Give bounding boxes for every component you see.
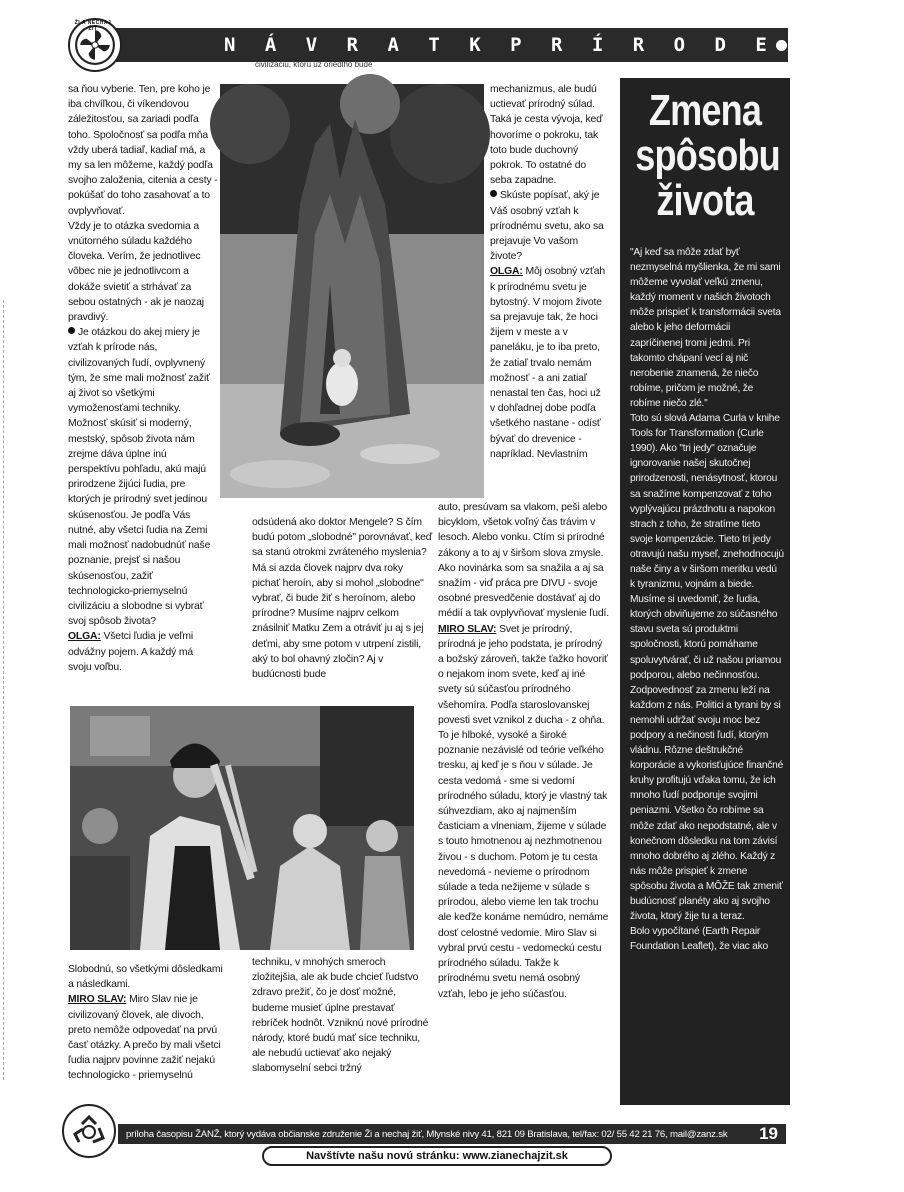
article-paragraph: Slobodnú, so všetkými dôsledkami a následkami. (68, 964, 223, 991)
page-number: 19 (759, 1124, 778, 1143)
article-column-lower-2 (252, 955, 432, 1095)
speaker-label: MIRO SLAV: (438, 623, 497, 635)
article-paragraph: auto, presúvam sa vlakom, peši alebo bicyklom, všetok voľný čas trávim v lesoch. Alebo vonku. Ctím si prírodné zákony a to aj v širšom slova zmysle. Ako novinárka som sa snažila a aj sa snažím - viď práca pre DIVU - svoje osobné presvedčenie dostávať aj do médií a tak ovplyvňovať myslenie ľudí. (438, 502, 610, 620)
article-column-lower-1 (68, 962, 228, 1102)
answer-text: Svet je prírodný, prírodná je jeho podstata, je prírodný a božský zároveň, takže ťažko hovoriť o nejakom inom svete, keď aj iné svety sú súčasťou prírodného všehomíra. Podľa staroslovanskej povesti svet vznikol z ducha - z ohňa. To je hlboké, vysoké a široké poznanie nezávislé od teórie veľkého tresku, aj keď je s ňou v súlade. Je cesta vedomá - sme si vedomí prírodného súladu, ktorý je vlastný tak súhvezdiam, ako aj najmenším časticiam a vlneniam, žijeme v súlade s touto hmotnenou aj nezhmotnenou živou - s duchom. Potom je tu cesta nevedomá - nevieme o prírodnom súlade a teda nežijeme v súlade s prírodou, alebo vieme len tak trochu ale keďže konáme nemúdro, nemáme dosť celostné vedomie. Miro Slav si vybral prvú cestu - vedomeckú cestu prírodného súladu. Takže k prírodnému svetu nemá osobný vzťah, lebo je jeho súčasťou. (438, 623, 609, 1000)
sidebar-paragraph: Bolo vypočítané (Earth Repair Foundation Leaflet), že viac ako (630, 926, 769, 953)
sidebar-title (635, 86, 780, 225)
sidebar-title-line: Zmena (648, 86, 762, 135)
article-answer (490, 264, 608, 462)
article-column-middle (252, 515, 432, 700)
header-title: N Á V R A T K P R Í R O D E (224, 34, 776, 56)
website-link[interactable]: Navštívte našu novú stránku: www.zianechajzit.sk (262, 1146, 612, 1166)
photo-musicians (70, 706, 414, 950)
answer-text: Všetci ľudia je veľmi odvážny pojem. A každý má svoju voľbu. (68, 631, 194, 673)
article-question (490, 188, 608, 264)
header-cut-line: civilizáciu, ktorú uz onedlho bude (255, 60, 373, 69)
article-paragraph: techniku, v mnohých smeroch zložitejšia, ale ak bude chcieť ľudstvo zdravo prežiť, čo je dosť možné, budeme musieť úplne prestavať rebríček hodnôt. Vzniknú nové prírodné národy, ktoré budú mať síce techniku, ale nebudú uctievať ako nejaký slabomyselní sebci tržný (252, 957, 429, 1075)
photo-tree-stump (220, 84, 484, 498)
article-column-3 (438, 500, 610, 1100)
recycle-icon (62, 1104, 116, 1158)
speaker-label: MIRO SLAV: (68, 994, 127, 1006)
logo-text: ŽI A NECHAJ ŽIŤ (74, 20, 112, 32)
sidebar-body (630, 245, 784, 954)
sidebar-title-line: života (656, 176, 754, 225)
header-right (776, 35, 904, 55)
question-text: Je otázkou do akej miery je vzťah k prírode nás, civilizovaných ľudí, ovplyvnený tým, že sme mali možnosť zažiť aj život so všetkými vymoženosťami techniky. Možnosť skúsiť si moderný, mestský, spôsob života nám zrejme dáva úplne inú perspektívu pohľadu, akú majú prirodzene žijúci ľudia, pre ktorých je prírodný svet jedinou skúsenosťou. Je podľa Vás nutné, aby všetci ľudia na Zemi mali možnosť nadobudnúť naše poznanie, prejsť si našou skúsenosťou, zažiť technologicko-priemyselnú civilizáciu a slobodne si vybrať svoj spôsob života? (68, 327, 211, 628)
article-paragraph: odsúdená ako doktor Mengele? S čím budú potom „slobodné" porovnávať, keď sa stanú otrokmi zvráteného myslenia? Má si azda človek najprv dva roky pichať heroín, aby si mohol „slobodne" vybrať, či bude žiť s heroínom, alebo prírodne? Musíme najprv celkom znásilniť Matku Zem a otráviť ju aj s jej deťmi, aby sme potom v utrpení zistili, aký to bol ohavný zločin? Aj v budúcnosti bude (252, 517, 432, 681)
speaker-label: OLGA: (68, 631, 101, 643)
article-question (68, 325, 218, 629)
answer-text: Miro Slav nie je civilizovaný človek, ale divoch, preto nemôže odpovedať na prvú časť otázky. A prečo by mali všetci ľudia najprv povinne zažiť nejakú technologicko - priemyselnú (68, 994, 221, 1082)
sidebar-paragraph: Musíme si uvedomiť, že ľudia, ktorých obviňujeme zo súčasného stavu sveta sú produktmi spoločnosti, ktorú pomáhame spoluvytvárať, či už našou priamou podporou, alebo nečinnosťou. Zodpovednosť za zmenu leží na každom z nás. Politici a tyrani by si nemohli udržať svoju moc bez podpory a nečinosti ľudí, ktorým vládnu. Rôzne deštrukčné korporácie a vykorisťujúce finančné kruhy profitujú vďaka tomu, že ich mnoho ľudí podporuje svojimi peniazmi. Všetko čo robíme sa môže zdať ako nepodstatné, ale v konečnom dôsledku na tom závisí mnoho dobrého aj zlého. Každý z nás môže prispieť k zmene spôsobu života a MÔŽE tak zmeniť budúcnosť planéty ako aj svojho života, ktorý žije tu a teraz. (630, 594, 784, 923)
footer-bar (118, 1124, 786, 1144)
sidebar-box (620, 78, 790, 1105)
sidebar-paragraph: Toto sú slová Adama Curla v knihe Tools for Transformation (Curle 1990). Ako "tri jedy" označuje ignorovanie našej skutočnej prirodzenosti, nenásytnosť, ktorou sa snažíme kompenzovať z toho vyplývajúcu prázdnotu a napokon strach z toho, že stratíme tieto svoje kompenzácie. Tieto tri jedy otravujú našu myseľ, znehodnocujú naše činy a v širšom meritku vedú k tyranizmu, vojnám a biede. (630, 413, 784, 591)
article-column-2 (490, 82, 608, 497)
question-bullet-icon (68, 327, 75, 334)
article-answer (438, 622, 610, 1002)
answer-text: Môj osobný vzťah k prírodnému svetu je bytostný. V mojom živote sa prejavuje tak, že hoci žijem v meste a v paneláku, je to iba preto, že zatiaľ trvalo nemám možnosť - a ani zatiaľ nenastal ten čas, hoci už v dohľadnej dobe podľa všetkého nastane - odísť bývať do drevenice - napríklad. Nevlastním (490, 266, 605, 460)
header-section-label: ŽANŽ príloha (796, 35, 904, 54)
header-bar (112, 28, 904, 62)
article-paragraph: sa ňou vyberie. Ten, pre koho je iba chvíľkou, či víkendovou záležitosťou, sa zariadi podľa toho. Spoločnosť sa podľa mňa vždy uberá tadiaľ, kadiaľ má, a my sa len môžeme, každý podľa svojho založenia, citenia a cesty - pokúšať do toho zasahovať a to ovplyvňovať. (68, 84, 218, 217)
footer-credit: príloha časopisu ŽANŽ, ktorý vydáva občianske združenie Ži a nechaj žiť, Mlynské nivy 41, 821 09 Bratislava, tel/fax: 02/ 55 42 21 76, mail@zanz.sk (126, 1128, 728, 1140)
sidebar-quote: "Aj keď sa môže zdať byť nezmyselná myšlienka, že mi sami môžeme vyvolať veľkú zmenu, každý moment v našich životoch môže prispieť k transformácii sveta alebo k jeho deformácii zapríčinenej tromi jedmi. Pri takomto chápaní vecí aj nič nerobenie znamená, že niečo robíme, pričom je možné, že robíme niečo zlé." (630, 247, 781, 409)
sidebar-title-line: spôsobu (635, 131, 780, 180)
bullet-dot-icon (776, 40, 787, 51)
article-answer (68, 629, 218, 675)
article-paragraph: Vždy je to otázka svedomia a vnútorného súladu každého človeka. Verím, že jednotlivec vôbec nie je jednotlivcom a dokáže svietiť a strhávať za sebou ostatných - ak je naozaj pravdivý. (68, 220, 204, 324)
question-bullet-icon (490, 190, 497, 197)
page-edge-mark (3, 300, 12, 1080)
speaker-label: OLGA: (490, 266, 523, 278)
article-answer (68, 992, 228, 1083)
question-text: Skúste popísať, aký je Váš osobný vzťah k prírodnému svetu, ako sa prejavuje Vo vašom živote? (490, 190, 604, 263)
article-paragraph: mechanizmus, ale budú uctievať prírodný súlad. Taká je cesta vývoja, keď hovoríme o pokroku, tak toto bude duchovný pokrok. To ostatné do seba zapadne. (490, 84, 603, 187)
article-column-1 (68, 82, 218, 697)
